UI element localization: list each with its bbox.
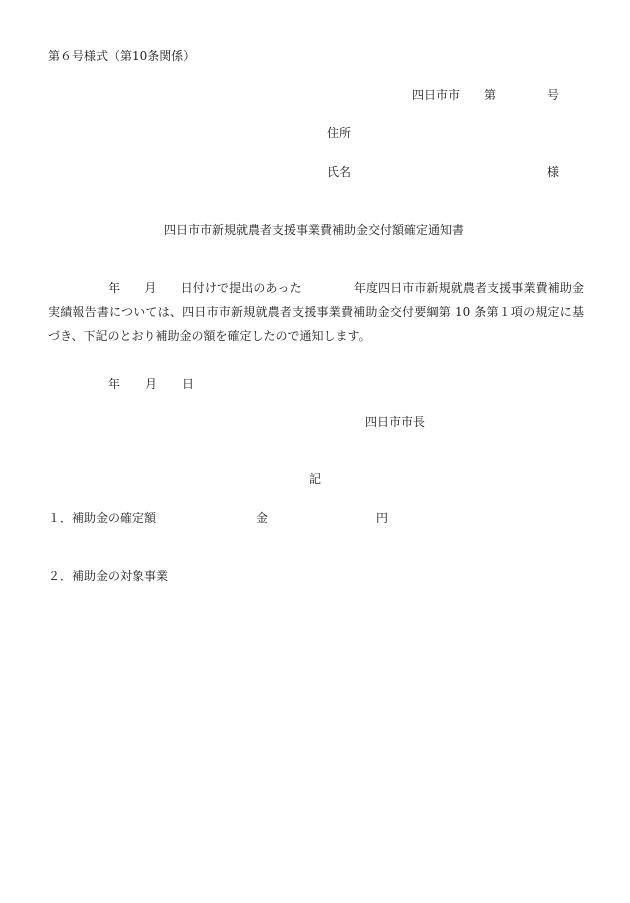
item-1-kin: 金 <box>256 511 269 525</box>
body-rest: 年度四日市市新規就農者支援事業費補助金実績報告書については、四日市市新規就農者支援事業費補助金交付要綱第 10 条第１項の規定に基づき、下記のとおり補助金の額を確定したので通知します。 <box>48 281 584 343</box>
item-1-label: １．補助金の確定額 <box>48 511 157 525</box>
address-label: 住所 <box>327 126 352 140</box>
item-2-label: ２．補助金の対象事業 <box>48 569 169 583</box>
issuer: 四日市市長 <box>365 415 426 429</box>
date-nen: 年 <box>108 377 121 391</box>
doc-number-dai: 第 <box>484 88 497 102</box>
form-label: 第６号様式（第10条関係） <box>48 49 196 63</box>
honorific: 様 <box>547 165 560 179</box>
ki-mark: 記 <box>309 472 322 486</box>
date-hi: 日 <box>182 377 195 391</box>
body-tsuki: 月 <box>144 281 157 295</box>
doc-number-go: 号 <box>547 88 560 102</box>
body-paragraph <box>48 276 584 348</box>
date-tsuki: 月 <box>145 377 158 391</box>
document-title: 四日市市新規就農者支援事業費補助金交付額確定通知書 <box>164 223 465 237</box>
body-nen: 年 <box>108 281 121 295</box>
name-label: 氏名 <box>327 165 352 179</box>
body-hizuke: 日付けで提出のあった <box>180 281 302 295</box>
item-1-yen: 円 <box>376 511 389 525</box>
doc-number-prefix: 四日市市 <box>412 88 461 102</box>
